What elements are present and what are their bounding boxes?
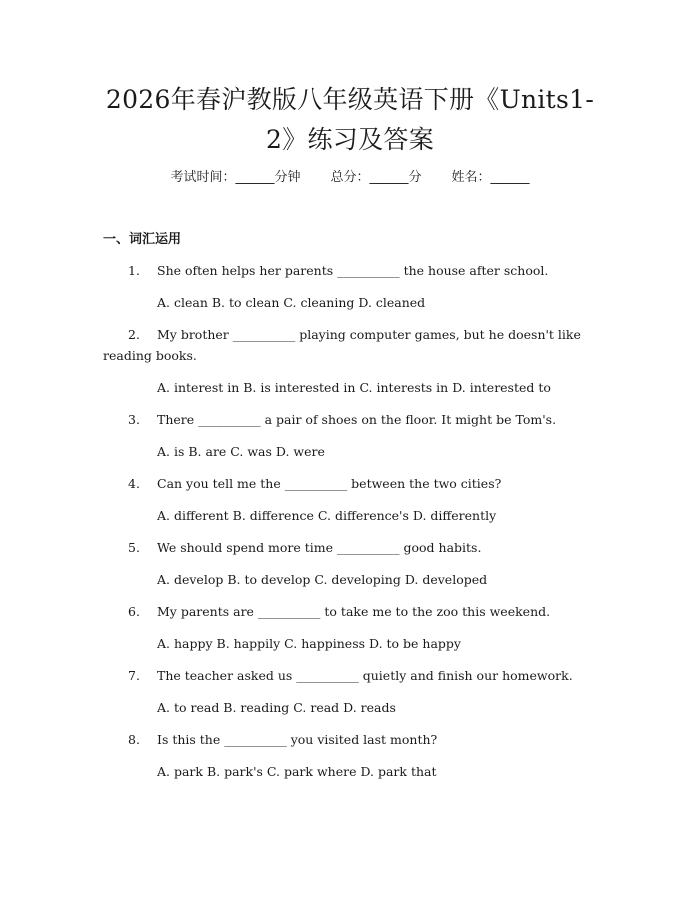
question-text: The teacher asked us __________ quietly and finish our homework. (157, 668, 573, 683)
question-item (103, 409, 604, 462)
title-line-1: 2026年春沪教版八年级英语下册《Units1- (105, 85, 595, 114)
question-number: 7. (128, 668, 140, 683)
question-text: We should spend more time __________ good habits. (157, 540, 482, 555)
question-options: A. park B. park's C. park where D. park that (157, 764, 437, 779)
question-number: 4. (128, 476, 140, 491)
question-item (103, 260, 604, 313)
question-number: 1. (128, 263, 140, 278)
question-options: A. clean B. to clean C. cleaning D. cleaned (157, 295, 426, 310)
question-stem (103, 601, 604, 622)
question-options: A. develop B. to develop C. developing D. developed (157, 572, 488, 587)
title-line-2: 2》练习及答案 (265, 125, 434, 154)
question-options: A. to read B. reading C. read D. reads (157, 700, 396, 715)
exam-info (0, 170, 700, 186)
question-options: A. different B. difference C. difference's D. differently (157, 508, 497, 523)
question-item (103, 665, 604, 718)
question-item (103, 324, 604, 398)
total-score-label: 总分：______分 (330, 170, 422, 185)
question-text: Can you tell me the __________ between the two cities? (157, 476, 502, 491)
question-item (103, 473, 604, 526)
question-number: 5. (128, 540, 140, 555)
question-list (103, 260, 604, 793)
question-number: 8. (128, 732, 140, 747)
question-text: There __________ a pair of shoes on the floor. It might be Tom's. (157, 412, 557, 427)
exam-time-label: 考试时间：______分钟 (170, 170, 301, 185)
question-text: My brother __________ playing computer games, but he doesn't like reading books. (103, 327, 581, 363)
question-options: A. happy B. happily C. happiness D. to be happy (157, 636, 461, 651)
question-item (103, 601, 604, 654)
question-item (103, 729, 604, 782)
question-stem (103, 537, 604, 558)
section-heading: 一、词汇运用 (103, 232, 182, 247)
question-stem (103, 324, 604, 366)
question-stem (103, 665, 604, 686)
question-text: She often helps her parents __________ the house after school. (157, 263, 549, 278)
question-stem (103, 409, 604, 430)
question-stem (103, 260, 604, 281)
question-item (103, 537, 604, 590)
question-options: A. interest in B. is interested in C. interests in D. interested to (157, 380, 551, 395)
question-text: Is this the __________ you visited last month? (157, 732, 438, 747)
question-number: 6. (128, 604, 140, 619)
student-name-label: 姓名：______ (451, 170, 530, 185)
question-options: A. is B. are C. was D. were (157, 444, 325, 459)
question-number: 3. (128, 412, 140, 427)
question-number: 2. (128, 327, 140, 342)
question-stem (103, 729, 604, 750)
question-stem (103, 473, 604, 494)
document-title (40, 80, 660, 160)
question-text: My parents are __________ to take me to the zoo this weekend. (157, 604, 551, 619)
